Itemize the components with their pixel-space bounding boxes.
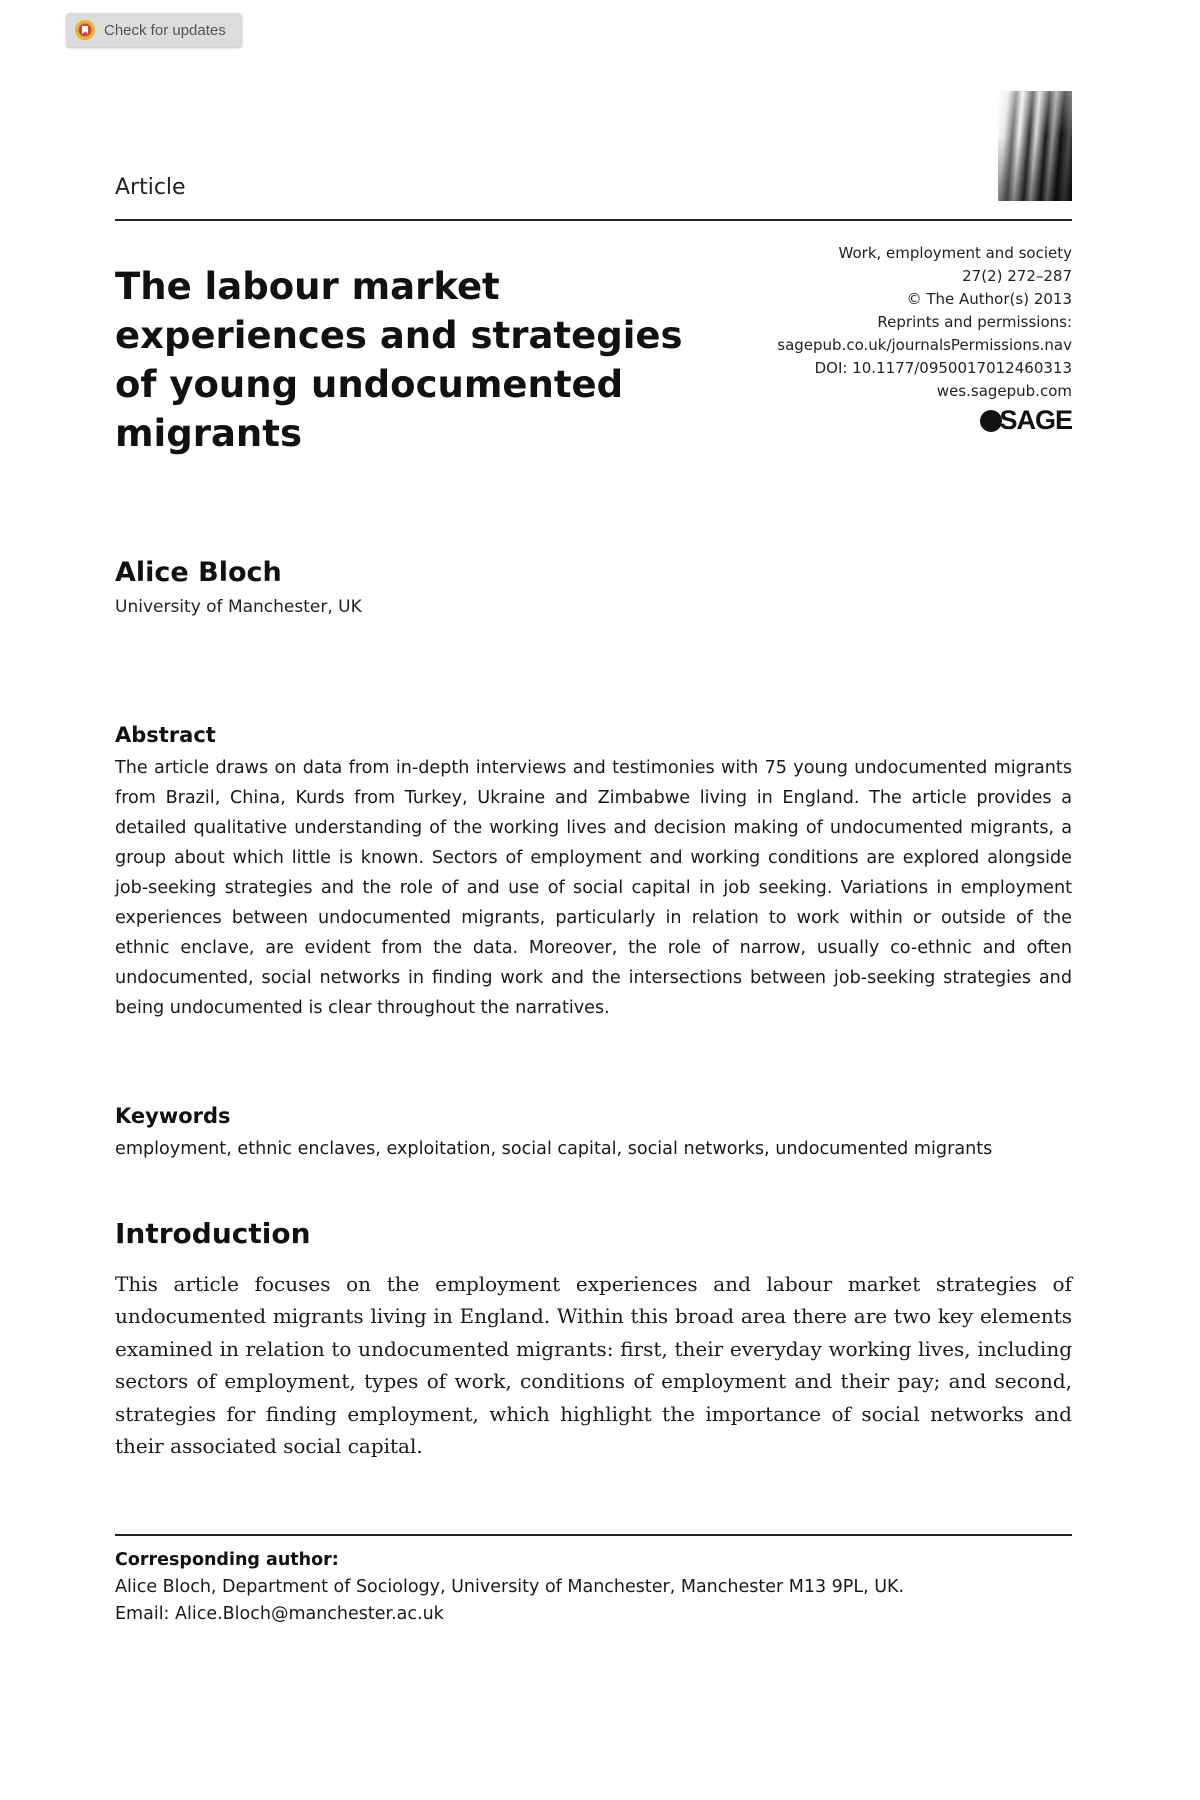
check-for-updates-button[interactable] xyxy=(66,13,242,47)
journal-volume-pages: 27(2) 272–287 xyxy=(962,267,1072,285)
journal-cover-image xyxy=(998,91,1072,201)
author-name: Alice Bloch xyxy=(115,557,282,588)
keywords-text: employment, ethnic enclaves, exploitation, social capital, social networks, undocumented migrants xyxy=(115,1139,993,1159)
abstract-text: The article draws on data from in-depth interviews and testimonies with 75 young undocumented migrants from Brazil, China, Kurds from Turkey, Ukraine and Zimbabwe living in England. The article provides a detailed qualitative understanding of the working lives and decision making of undocumented migrants, a group about which little is known. Sectors of employment and working conditions are explored alongside job-seeking strategies and the role of and use of social capital in job seeking. Variations in employment experiences between undocumented migrants, particularly in relation to work within or outside of the ethnic enclave, are evident from the data. Moreover, the role of narrow, usually co-ethnic and often undocumented, social networks in finding work and the intersections between job-seeking strategies and being undocumented is clear throughout the narratives. xyxy=(115,758,1072,1018)
introduction-text: This article focuses on the employment experiences and labour market strategies of undocumented migrants living in England. Within this broad area there are two key elements examined in relation to undocumented migrants: first, their everyday working lives, including sectors of employment, types of work, conditions of employment and their pay; and second, strategies for finding employment, which highlight the importance of social networks and their associated social capital. xyxy=(115,1272,1072,1459)
header-divider xyxy=(115,219,1072,221)
sage-logo xyxy=(980,405,1072,435)
check-for-updates-label: Check for updates xyxy=(104,21,226,39)
article-type-label: Article xyxy=(115,175,186,200)
crossmark-icon xyxy=(74,19,96,41)
journal-permissions-link[interactable]: sagepub.co.uk/journalsPermissions.nav xyxy=(777,336,1072,354)
introduction-heading: Introduction xyxy=(115,1217,311,1250)
footnote-divider xyxy=(115,1534,1072,1536)
journal-name: Work, employment and society xyxy=(838,244,1072,262)
journal-info xyxy=(712,242,1072,439)
corresponding-author-heading: Corresponding author: xyxy=(115,1550,339,1570)
journal-reprints: Reprints and permissions: xyxy=(877,313,1072,331)
abstract-heading: Abstract xyxy=(115,723,216,747)
corresponding-author-address: Alice Bloch, Department of Sociology, University of Manchester, Manchester M13 9PL, UK. xyxy=(115,1577,905,1597)
author-affiliation: University of Manchester, UK xyxy=(115,597,362,617)
article-title: The labour market experiences and strategies of young undocumented migrants xyxy=(115,265,683,455)
keywords-heading: Keywords xyxy=(115,1104,231,1128)
journal-website-link[interactable]: wes.sagepub.com xyxy=(936,382,1072,400)
sage-logo-text: SAGE xyxy=(999,405,1072,435)
journal-copyright: © The Author(s) 2013 xyxy=(906,290,1072,308)
journal-doi[interactable]: DOI: 10.1177/0950017012460313 xyxy=(814,359,1072,377)
corresponding-author-email[interactable]: Email: Alice.Bloch@manchester.ac.uk xyxy=(115,1604,444,1624)
